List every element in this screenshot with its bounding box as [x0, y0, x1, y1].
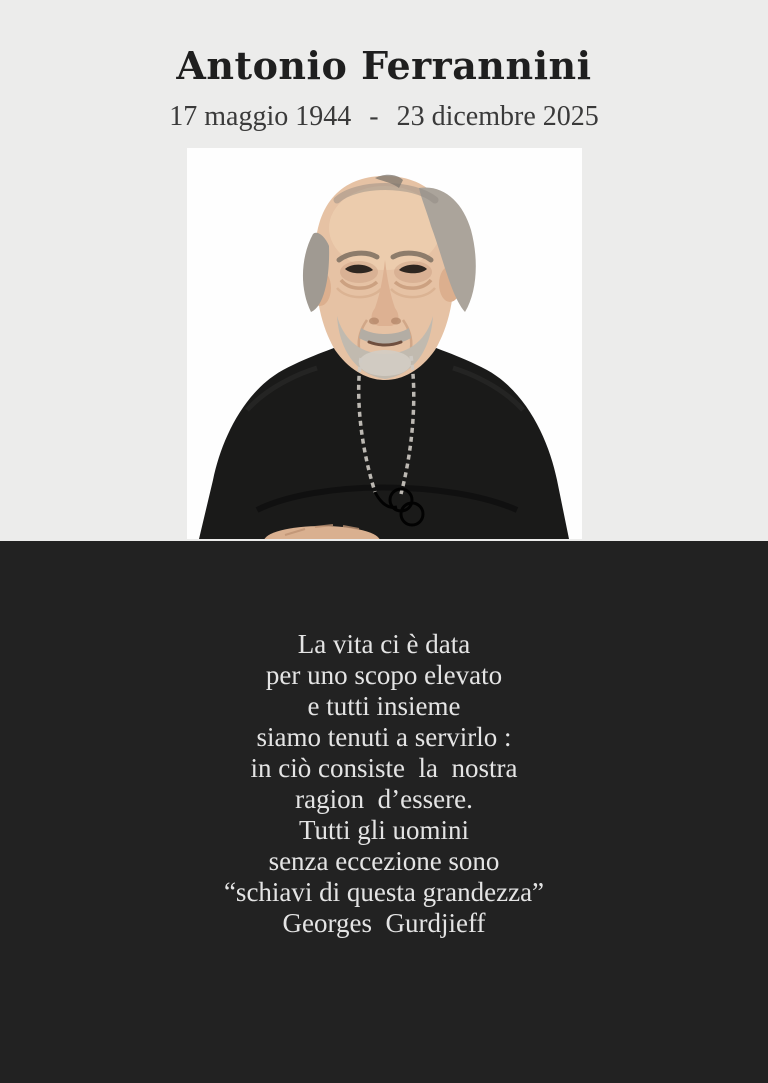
- life-dates: [0, 100, 768, 134]
- portrait-photo: [187, 148, 582, 539]
- quote-line-8: senza eccezione sono: [268, 846, 500, 876]
- quote-line-5: in ciò consiste la nostra: [250, 753, 518, 783]
- quote-line-9: “schiavi di questa grandezza”: [223, 877, 545, 907]
- top-section: [0, 0, 768, 541]
- quote-line-7: Tutti gli uomini: [298, 815, 470, 845]
- quote-line-4: siamo tenuti a servirlo :: [256, 722, 512, 752]
- memorial-quote: [0, 541, 768, 939]
- quote-section: [0, 541, 768, 1083]
- death-date: 23 dicembre 2025: [396, 100, 599, 132]
- quote-line-3: e tutti insieme: [307, 691, 461, 721]
- quote-line-1: La vita ci è data: [297, 629, 471, 659]
- birth-date: 17 maggio 1944: [169, 100, 352, 132]
- dates-separator: -: [369, 100, 379, 132]
- quote-line-2: per uno scopo elevato: [265, 660, 503, 690]
- deceased-name: Antonio Ferrannini: [176, 43, 592, 88]
- portrait-illustration: [187, 148, 582, 539]
- quote-line-6: ragion d’essere.: [295, 784, 473, 814]
- quote-attribution: Georges Gurdjieff: [282, 908, 486, 938]
